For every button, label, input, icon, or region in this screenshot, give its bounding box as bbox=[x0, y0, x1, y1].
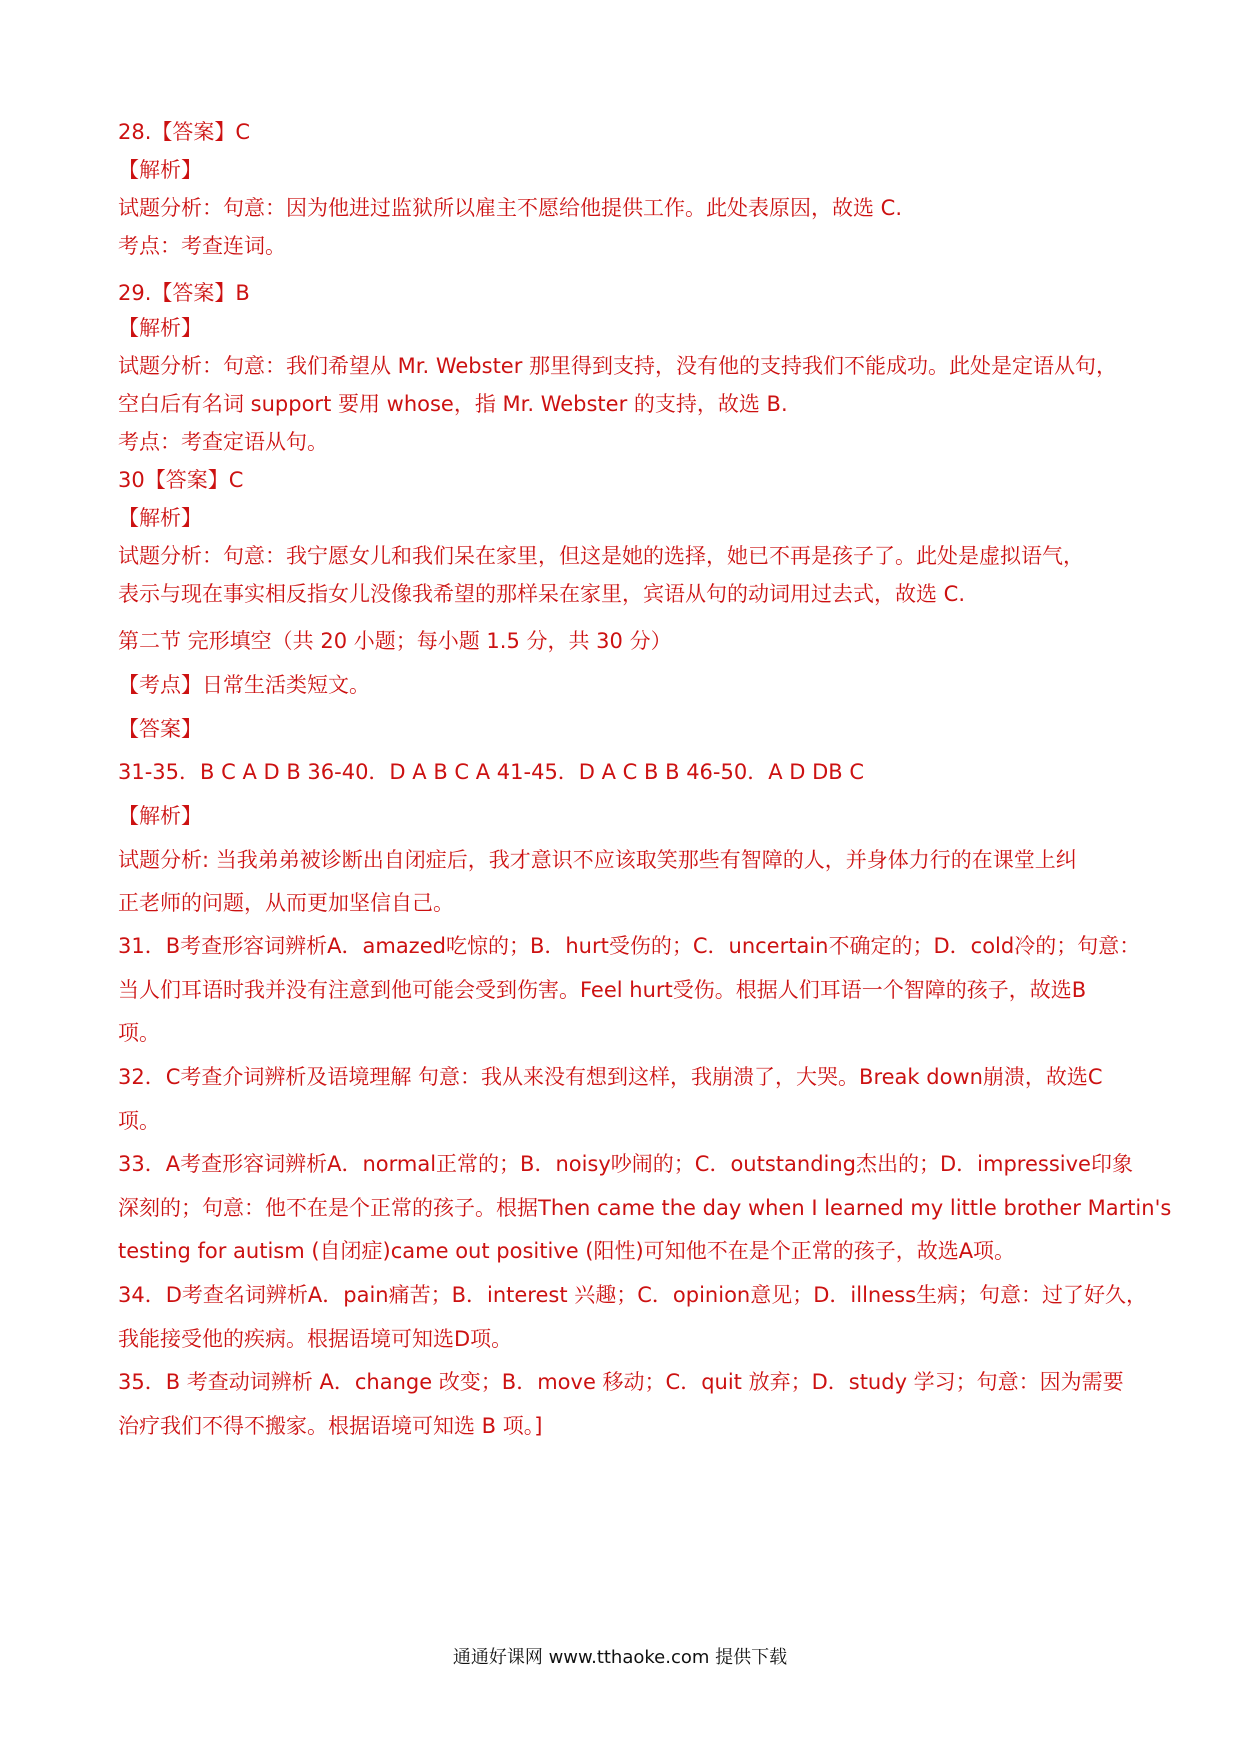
q30-answer: 30【答案】C bbox=[118, 468, 244, 492]
q35-line-2: 治疗我们不得不搬家。根据语境可知选 B 项。] bbox=[118, 1414, 543, 1438]
q33-line-2: 深刻的；句意：他不在是个正常的孩子。根据Then came the day when I learned my little brother Martin's bbox=[118, 1196, 1172, 1220]
q29-analysis-heading: 【解析】 bbox=[118, 316, 202, 340]
q33-line-3: testing for autism (自闭症)came out positive (阳性)可知他不在是个正常的孩子，故选A项。 bbox=[118, 1239, 1016, 1263]
section-analysis-text-1: 试题分析: 当我弟弟被诊断出自闭症后，我才意识不应该取笑那些有智障的人，并身体力行的在课堂上纠 bbox=[118, 848, 1077, 872]
q34-line-2: 我能接受他的疾病。根据语境可知选D项。 bbox=[118, 1327, 513, 1351]
q29-analysis-text-1: 试题分析：句意：我们希望从 Mr. Webster 那里得到支持，没有他的支持我们不能成功。此处是定语从句， bbox=[118, 354, 1118, 378]
section-test-point: 【考点】日常生活类短文。 bbox=[118, 673, 370, 697]
q32-line-1: 32．C考查介词辨析及语境理解 句意：我从来没有想到这样，我崩溃了，大哭。Break down崩溃，故选C bbox=[118, 1065, 1103, 1089]
q31-line-1: 31．B考查形容词辨析A．amazed吃惊的；B．hurt受伤的；C．uncertain不确定的；D．cold冷的；句意： bbox=[118, 934, 1141, 958]
q28-answer: 28.【答案】C bbox=[118, 120, 251, 144]
q29-analysis-text-2: 空白后有名词 support 要用 whose，指 Mr. Webster 的支持，故选 B. bbox=[118, 392, 788, 416]
section-analysis-text-2: 正老师的问题，从而更加坚信自己。 bbox=[118, 891, 454, 915]
q35-line-1: 35．B 考查动词辨析 A．change 改变；B．move 移动；C．quit 放弃；D．study 学习；句意：因为需要 bbox=[118, 1370, 1124, 1394]
q28-test-point: 考点：考查连词。 bbox=[118, 234, 286, 258]
q28-analysis-text: 试题分析：句意：因为他进过监狱所以雇主不愿给他提供工作。此处表原因，故选 C. bbox=[118, 196, 903, 220]
q30-analysis-text-2: 表示与现在事实相反指女儿没像我希望的那样呆在家里，宾语从句的动词用过去式，故选 C. bbox=[118, 582, 966, 606]
section-answer-key: 31-35．B C A D B 36-40．D A B C A 41-45．D A C B B 46-50．A D DB C bbox=[118, 760, 865, 784]
q34-line-1: 34．D考查名词辨析A．pain痛苦；B．interest 兴趣；C．opinion意见；D．illness生病；句意：过了好久， bbox=[118, 1283, 1148, 1307]
q31-line-3: 项。 bbox=[118, 1021, 160, 1045]
section-analysis-heading: 【解析】 bbox=[118, 804, 202, 828]
page-footer: 通通好课网 www.tthaoke.com 提供下载 bbox=[452, 1647, 788, 1668]
q30-analysis-text-1: 试题分析：句意：我宁愿女儿和我们呆在家里，但这是她的选择，她已不再是孩子了。此处是虚拟语气， bbox=[118, 544, 1084, 568]
q32-line-2: 项。 bbox=[118, 1109, 160, 1133]
q28-analysis-heading: 【解析】 bbox=[118, 158, 202, 182]
q29-answer: 29.【答案】B bbox=[118, 281, 250, 305]
q30-analysis-heading: 【解析】 bbox=[118, 506, 202, 530]
q33-line-1: 33．A考查形容词辨析A．normal正常的；B．noisy吵闹的；C．outstanding杰出的；D．impressive印象 bbox=[118, 1152, 1133, 1176]
section-answer-heading: 【答案】 bbox=[118, 717, 202, 741]
q31-line-2: 当人们耳语时我并没有注意到他可能会受到伤害。Feel hurt受伤。根据人们耳语一个智障的孩子，故选B bbox=[118, 978, 1087, 1002]
q29-test-point: 考点：考查定语从句。 bbox=[118, 430, 328, 454]
section-title: 第二节 完形填空（共 20 小题；每小题 1.5 分，共 30 分） bbox=[118, 629, 672, 653]
